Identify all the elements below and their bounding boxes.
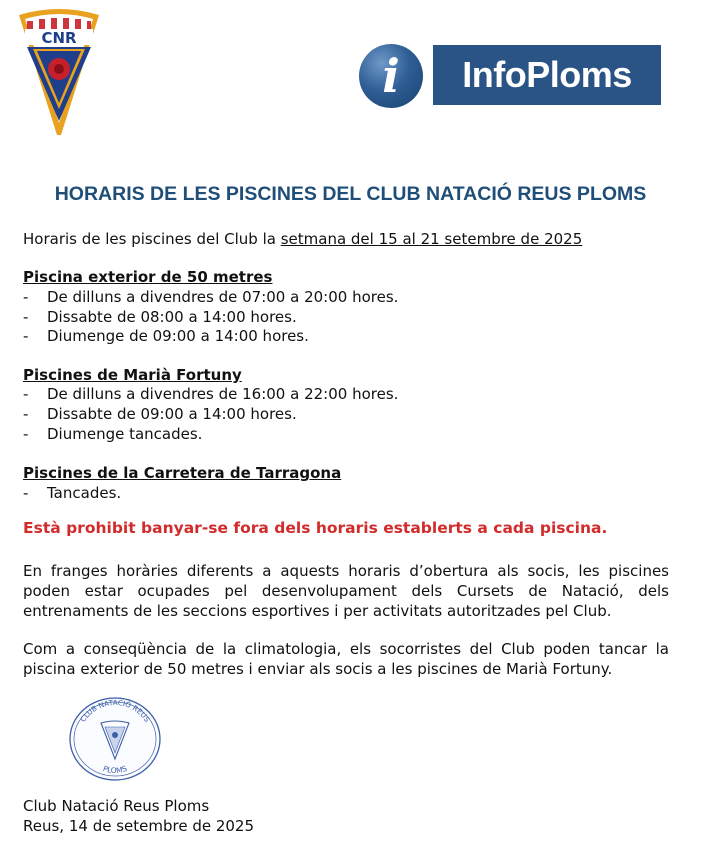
club-stamp [67,695,163,783]
info-paragraph: Com a conseqüència de la climatologia, els socorristes del Club poden tancar la piscina exterior de 50 metres i enviar als socis a les piscines de Marià Fortuny. [23,640,669,678]
stamp-bottom-text: PLOMS [101,763,129,776]
pool-schedule-line: - De dilluns a divendres de 16:00 a 22:00 hores. [23,385,399,403]
pool-schedule-line: - Dissabte de 09:00 a 14:00 hores. [23,405,297,423]
info-paragraph: En franges horàries diferents a aquests horaris d’obertura als socis, les piscines poden estar ocupades pel desenvolupament dels Cursets de Natació, dels entrenaments de les seccions esportives i per activitats autoritzades pel Club. [23,562,669,620]
pool-schedule-line: - Diumenge de 09:00 a 14:00 hores. [23,327,309,345]
signature-place-date: Reus, 14 de setembre de 2025 [23,817,255,835]
pool-heading: Piscina exterior de 50 metres [23,268,273,286]
pool-heading: Piscines de Marià Fortuny [23,366,242,384]
cnr-crest-logo [17,9,101,139]
intro-prefix: Horaris de les piscines del Club la [23,230,281,248]
warning-notice: Està prohibit banyar-se fora dels horaris establerts a cada piscina. [23,519,608,537]
info-icon: i [359,44,423,108]
intro-week: setmana del 15 al 21 setembre de 2025 [280,230,583,248]
pool-schedule-line: - Diumenge tancades. [23,425,203,443]
stamp-top-text: CLUB NATACIÓ REUS [78,698,152,724]
page-title: HORARIS DE LES PISCINES DEL CLUB NATACIÓ REUS PLOMS [54,183,647,205]
crest-initials: CNR [41,29,77,47]
infoploms-banner [359,44,663,108]
pool-schedule-line: - Dissabte de 08:00 a 14:00 hores. [23,308,297,326]
intro-line [23,229,582,249]
signature-org: Club Natació Reus Ploms [23,797,210,815]
infoploms-title: InfoPloms [433,45,661,105]
pool-schedule-line: - Tancades. [23,484,122,502]
pool-heading: Piscines de la Carretera de Tarragona [23,464,342,482]
pool-schedule-line: - De dilluns a divendres de 07:00 a 20:00 hores. [23,288,399,306]
